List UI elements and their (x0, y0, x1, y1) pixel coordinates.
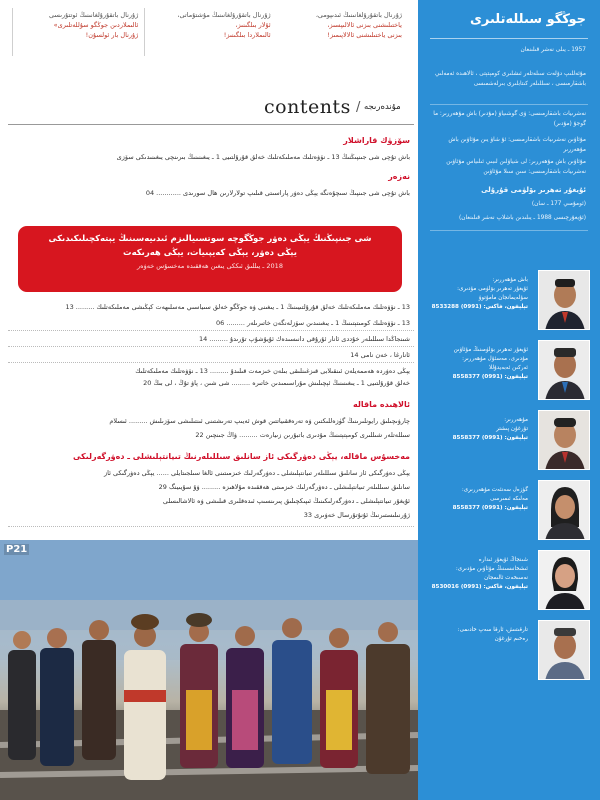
toc-entry[interactable]: ژۇرنىلىستىرنىڭ ئۇنۇتۇرسال خەۋىرى 33 (303, 511, 410, 519)
staff-title: ئىشخانىسىنىڭ مۇئاۋىن مۇدىرى: (455, 566, 528, 572)
publisher-text: نەشرىيات باشقارمىسى: ۋى گوشىياۋ (مۇدىر) باش مۇھەررىر: ما گوجۇ (مۇدىر) (433, 111, 586, 127)
toc-entry[interactable]: ئانارغا ، خەن نامى 14 (350, 351, 410, 359)
staff-info (424, 276, 528, 312)
staff-role: ئۇيغۇر تەھرىر بۆلۈمىنىڭ مۇئاۋىن (453, 347, 528, 353)
staff-entry (424, 550, 590, 610)
staff-info (424, 346, 528, 382)
staff-entry (424, 340, 590, 400)
person-portrait-icon (539, 551, 590, 610)
toc-entry[interactable]: شىنجاڭدا سىللىلەر خۇددى ئانار ئۇرۇقى دانىسىدەك ئۇيۇشۇپ تۇرىدۇ ......... 14 (198, 335, 410, 343)
promo-line: ئۇلار بىلگىنىز، (235, 21, 271, 29)
staff-entry (424, 410, 590, 470)
person-portrait-icon (539, 411, 590, 470)
promo-line: ژۇرنال بار ئولسۇن! (85, 31, 139, 39)
section-title: مەخسۇس ماقالە، يېڭى دەۋرگىكى ئاز سانلىق سىللىلەرنىڭ تىيانتېلىشلى ـ دەۋرگەرلىكى (72, 452, 410, 461)
staff-phone: تېلېفون، فاكس: (0991) 8533288 (431, 304, 528, 310)
staff-title: مۇدىرى، مەسئۇل مۇھەررىر: (462, 356, 528, 362)
staff-role: مۇھەررىر: (504, 417, 528, 423)
header-promos (12, 8, 408, 56)
staff-entry (424, 270, 590, 330)
toc-entry[interactable]: چارۋىچىلىق رايونلىرىنىڭ گۈزەللىكتىن ۋە تەرەققىياتتىن قوش ئەيىپ تەرىشتىنى ئىنتىلىشى سۆزىلىش ......... ئىسلام (109, 417, 410, 425)
staff-info (424, 416, 528, 443)
toc-entry[interactable]: خەلق قۇرۇلتىيى 1 ـ يىغىنىنىڭ ئېچىلىش مۇراسىمىدىن خاتىرە ......... شى شىن ، پاۋ تۇڭ ، لى بىڭ 20 (143, 379, 410, 387)
feature-subtitle: 2018 ـ يىللىق ئىككى يىغىن ھەققىدە مەخسۇس خەۋەر (137, 262, 283, 270)
staff-title: مەلىكە ئىمىرسى (490, 496, 528, 502)
staff-portrait (538, 410, 590, 470)
issue-number: (ئومۇمىي 177 ـ سان) (531, 201, 586, 207)
staff-portrait (538, 620, 590, 680)
staff-phone: تېلېفون: (0991) 8558377 (452, 435, 528, 441)
person-portrait-icon (539, 341, 590, 400)
person-portrait-icon (539, 621, 590, 680)
staff-info (424, 486, 528, 513)
toc-entry[interactable]: يېڭى دەۋردە ھەممەيلەن ئىنقىلابى قىزغىنلىقى بىلەن خىزمەت قىلىدۇ ......... 13 ـ نۆۋەتلىك مەملىكەتلىك (135, 367, 410, 375)
staff-portrait (538, 270, 590, 330)
staff-phone: تېلېفون: (0991) 8558377 (452, 505, 528, 511)
section-title: نەزەر (388, 172, 410, 181)
person-portrait-icon (539, 481, 590, 540)
staff-portrait (538, 340, 590, 400)
cover-photo (0, 540, 418, 800)
title-divider (430, 38, 588, 39)
deputy-text: مۇئاۋىن باش مۇھەررىر: لى شياۋلىن لىبىي ئىلىياس مۇئاۋىن نەشرىيات باشقارمىسى: سىن سىلا مۇئاۋىن (446, 159, 586, 175)
staff-name: ئەركىن ئەبەيدۇللا (489, 365, 528, 371)
editorial-dept: ئۇيغۇر تەھرىر بۆلۈمى قۇرۇلى (481, 186, 586, 194)
promo-line: ئالىملاردا بىلگىنىز! (223, 31, 271, 39)
staff-role: تارقىتىش، ئارقا سەپ خادىمى: (457, 627, 528, 633)
staff-title: رەخىم تۇرغۇن (494, 636, 528, 642)
row-divider (8, 330, 414, 331)
staff-portrait (538, 480, 590, 540)
toc-entry[interactable]: باش تۇچى شى جىنپىڭنىڭ 13 ـ نۆۋەتلىك مەملىكەتلىك خەلق قۇرۇلتىيى 1 ـ يىغىنىنىڭ بىرىنچى يىغىنىدىكى سۆزى (116, 153, 410, 161)
staff-name: سۇلەيمانجان مامۇتوۋ (478, 295, 528, 301)
staff-phone: تېلېفون، فاكس: (0991) 8530016 (431, 584, 528, 590)
contents-heading (264, 96, 412, 122)
magazine-title: جوڭگو سىللەتلىرى (469, 12, 586, 27)
row-divider (8, 346, 414, 347)
deputy-text: مۇئاۋىن نەشرىيات باشقارمىسى: ئۇ شاۋ يىن مۇئاۋىن باش مۇھەررىر (448, 137, 586, 153)
staff-entry (424, 620, 590, 680)
row-divider (8, 362, 414, 363)
row-divider (8, 526, 414, 527)
feature-line: يېڭى دەۋر، يېڭى كەيپىيات، يېڭى ھەرىكەت (123, 248, 297, 258)
promo-line: ژۇرنال باتقۇرۇلغانىنىڭ ئىدىپومى، (315, 11, 402, 19)
section-title: سۆزۈك قاراشلار (343, 136, 410, 145)
promo-line: بىزنى ياختىلىشنى ئالالاپىمىز! (327, 31, 402, 39)
crowd-photo-illustration (0, 540, 418, 800)
promo-block (277, 8, 408, 56)
staff-title: تۇرغۇن پىشتر (496, 426, 528, 432)
person-portrait-icon (539, 271, 590, 330)
feature-banner (18, 226, 402, 292)
promo-line: ژۇرنال باتقۇرۇلغانىنىڭ مۇشتۇماتى، (177, 11, 271, 19)
toc-entry[interactable]: سىللەتلەر شىللىرى كومېتېتىنىڭ مۇدىرى باتبۇرىن زىيارەت ......... ۋاڭ جىنچىن 22 (195, 431, 410, 439)
staff-role: باش مۇھەررىر: (492, 277, 528, 283)
toc-entry[interactable]: باش تۇچى شى جىنپىڭ سىچۇەنگە يېڭى دەۋر پاراسىتى قىلىپ تولارلارىن ھال سورىدى ............ 04 (145, 189, 410, 197)
section-title: ئالاھىدە ماقالە (353, 400, 410, 409)
founded-note: 1957 ـ يىلى نەشر قىلىنغان (520, 47, 586, 53)
staff-info (424, 556, 528, 592)
promo-line: ياختىلىشنى بىزنى ئالالىپسىز، (327, 21, 402, 29)
heading-divider (8, 124, 414, 125)
staff-title: ئۇيغۇر تەھرىر بۆلۈمى مۇدىرى: (457, 286, 528, 292)
masthead-sidebar (418, 0, 600, 800)
staff-info (424, 626, 528, 644)
promo-line: ئالىملاردىن جوڭگو سۇللەتلىرى» (53, 21, 139, 29)
staff-portrait (538, 550, 590, 610)
feature-line: شى جىنپىڭنىڭ يېڭى دەۋر جوڭگوچە سوتسىيالىزم ئىدىيەسىنىڭ يېتەكچىلىكىدىكى (48, 234, 372, 244)
sidebar-divider (430, 104, 588, 105)
promo-block (144, 8, 276, 56)
promo-block (12, 8, 144, 56)
staff-phone: تېلېفون: (0991) 8558377 (452, 374, 528, 380)
sidebar-divider (430, 230, 588, 231)
staff-role: شىنجاڭ ئۇيغۇر ئىدارە (478, 557, 528, 563)
contents-title-ug: مۇندەرىجە (364, 102, 401, 112)
sponsor-text: مۇئەللىپ دۆلەت سىلەتلەر ئىشلىرى كومېتېتى ، ئالاھىدە ئەمەلىي باشقارمىسى ، سىللىلەر كىتابلىرى بىرلەشمىسى (435, 71, 586, 87)
toc-entry[interactable]: سانلىق سىللىلەر تىيانتېلىشلى ـ دەۋرگەرلىك خىزمىتى ھەققىدە مۇلاھىزە ......... ۋۇ سۇيىينگ 29 (158, 483, 410, 491)
page-reference-tag: P21 (6, 544, 28, 555)
promo-line: ژۇرنال باتقۇرۇلغانىنىڭ ئوتتۇرىسى (49, 11, 139, 19)
staff-role: گۈزەل سەنئەت مۇھەررىرى: (461, 487, 528, 493)
toc-entry[interactable]: يېڭى دەۋرگىكى ئاز سانلىق سىللىلەر تىيانتېلىشلى ـ دەۋرگەرلىك خىزمىتىنى ئالغا سىلجىتايلى ...... يېڭى دەۋرگىكى ئاز (103, 469, 410, 477)
issue-note: (ئۇيغۇرچىسى 1988 ـ يىلىدىن باشلاپ نەشر قىلىنغان) (459, 215, 586, 221)
staff-entry (424, 480, 590, 540)
contents-title-en: contents (264, 96, 351, 118)
toc-entry[interactable]: 13 ـ نۆۋەتلىك كومىتېتىنىڭ 1 ـ يىغىنىدىن سۆزلەنگەن خاتىرىلەر ......... 06 (215, 319, 410, 327)
contents-slash: / (356, 100, 361, 115)
toc-entry[interactable]: 13 ـ نۆۋەتلىك مەملىكەتلىك خەلق قۇرۇلتىيىنىڭ 1 ـ يىغىنى ۋە جوڭگو خەلق سىياسىي مەسلىھەت كېڭىشى مەملىكەتلىك ......... 13 (65, 303, 410, 311)
toc-entry[interactable]: ئۇيغۇر تىيانتېلىشلى ـ دەۋرگەرلىكىنىڭ ئىپىكچىلىق پىرىنسىپ ئىدەقلىرى قىلىشى ۋە ئالاشالىسلى (162, 497, 410, 505)
staff-name: نەسىخەت ئالىمجان (484, 575, 528, 581)
